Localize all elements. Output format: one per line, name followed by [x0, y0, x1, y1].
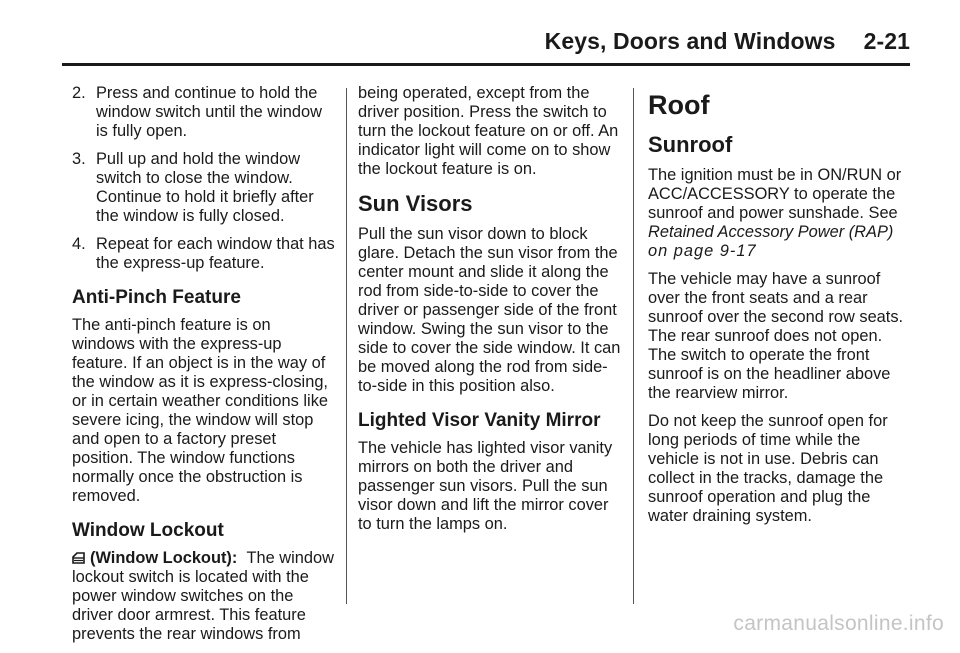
- lockout-heading: Window Lockout: [72, 520, 224, 541]
- list-item: 2. Press and continue to hold the window switch until the window is fully open.: [72, 84, 322, 140]
- column-3: [648, 90, 914, 535]
- watermark: carmanualsonline.info: [733, 612, 944, 635]
- column-1: [72, 84, 338, 653]
- lockout-paragraph: [72, 549, 338, 644]
- page-header: [0, 28, 910, 55]
- sun-visors-text: Pull the sun visor down to block glare. Detach the sun visor from the center mount and slide it along the rod from side-to-side to cover the driver or passenger side of the front window. Swing the sun visor to the side to cover the side window. It can be moved along the rod from side-to-side in this position also.: [358, 225, 621, 395]
- column-2: [358, 84, 624, 543]
- chapter-title: Keys, Doors and Windows: [544, 28, 836, 54]
- page-reference[interactable]: on page 9-17: [648, 242, 757, 260]
- sunroof-paragraph-2: The vehicle may have a sunroof over the front seats and a rear sunroof over the second row seats. The rear sunroof does not open. The switch to operate the front sunroof is on the headliner above the rearview mirror.: [648, 270, 904, 402]
- antipinch-text: The anti-pinch feature is on windows with the express-up feature. If an object is in the way of the window as it is express-closing, or in certain weather conditions like severe icing, the window will stop and open to a factory preset position. The window functions normally once the obstruction is removed.: [72, 316, 329, 505]
- lockout-text: The window lockout switch is located with the power window switches on the driver door armrest. This feature prevents the rear windows from: [72, 549, 334, 643]
- window-lockout-icon: [72, 552, 85, 564]
- sunroof-heading: Sunroof: [648, 132, 733, 157]
- column-divider-1: [346, 88, 347, 604]
- list-item: 3. Pull up and hold the window switch to close the window. Continue to hold it briefly after the window is fully closed.: [72, 150, 314, 225]
- roof-heading: Roof: [648, 90, 710, 120]
- sun-visors-heading: Sun Visors: [358, 191, 473, 216]
- rap-link[interactable]: Retained Accessory Power (RAP): [648, 223, 894, 241]
- page-number: 2-21: [863, 28, 910, 54]
- lockout-continued: being operated, except from the driver position. Press the switch to turn the lockout feature on or off. An indicator light will come on to show the lockout feature is on.: [358, 84, 619, 178]
- vanity-mirror-heading: Lighted Visor Vanity Mirror: [358, 410, 601, 431]
- header-rule: [62, 63, 910, 66]
- list-item: 4. Repeat for each window that has the express-up feature.: [72, 235, 335, 272]
- column-divider-2: [633, 88, 634, 604]
- antipinch-heading: Anti-Pinch Feature: [72, 287, 241, 308]
- lockout-label: (Window Lockout):: [90, 549, 238, 567]
- sunroof-paragraph-3: Do not keep the sunroof open for long periods of time while the vehicle is not in use. Debris can collect in the tracks, damage the sunroof operation and plug the water draining system.: [648, 412, 888, 525]
- sunroof-paragraph-1: The ignition must be in ON/RUN or ACC/ACCESSORY to operate the sunroof and power sunshade. See Retained Accessory Power (RAP) on page 9-17: [648, 166, 902, 260]
- vanity-mirror-text: The vehicle has lighted visor vanity mirrors on both the driver and passenger sun visors. Pull the sun visor down and lift the mirror cover to turn the lamps on.: [358, 439, 613, 533]
